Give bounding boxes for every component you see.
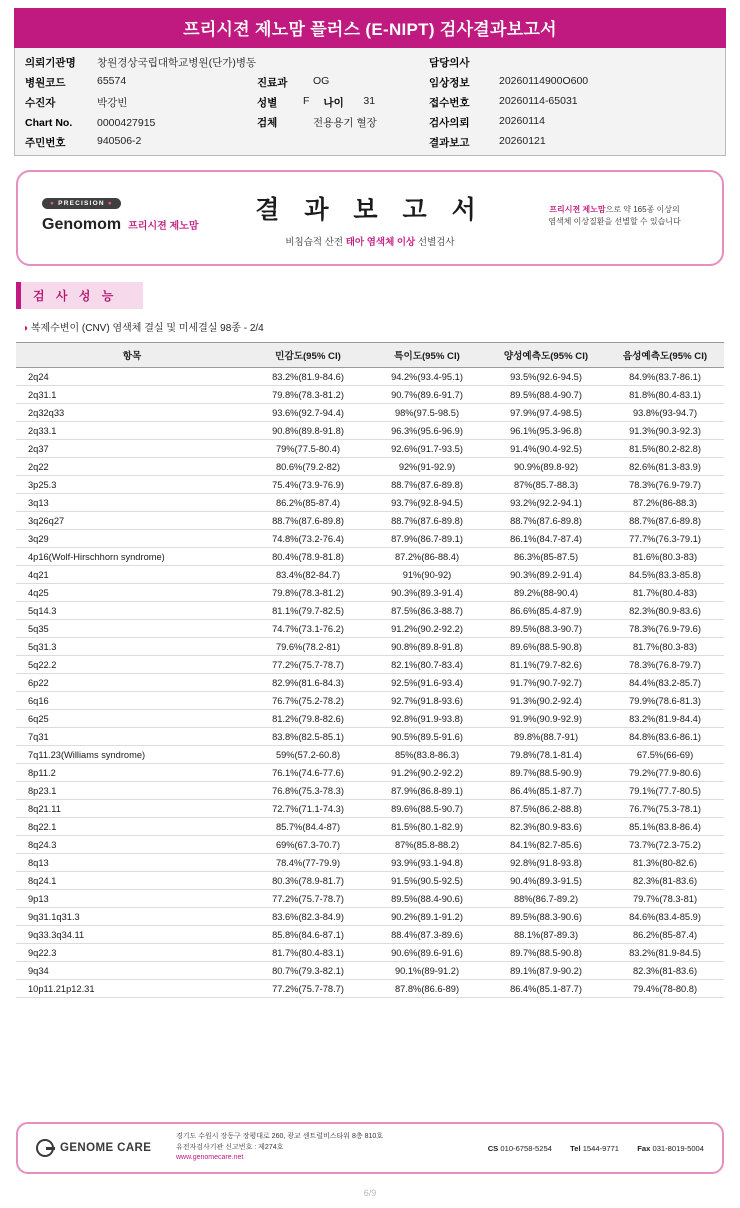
fax-value: 031-8019-5004 <box>652 1143 704 1153</box>
cell-value: 87.5%(86.3-88.7) <box>368 602 486 620</box>
cell-value: 87.2%(86-88.3) <box>606 494 724 512</box>
cell-value: 85%(83.8-86.3) <box>368 746 486 764</box>
cell-value: 88.7%(87.6-89.8) <box>368 512 486 530</box>
table-row <box>16 692 724 710</box>
address-line-2: 유전자검사기관 신고번호 : 제274호 <box>176 1143 284 1151</box>
table-row <box>16 980 724 998</box>
table-row <box>16 818 724 836</box>
cell-value: 67.5%(66-69) <box>606 746 724 764</box>
sex-value: F <box>303 95 310 107</box>
column-header-item: 항목 <box>16 343 248 368</box>
cell-value: 89.8%(88.7-91) <box>486 728 606 746</box>
cell-item: 2q32q33 <box>16 404 248 422</box>
cell-item: 6p22 <box>16 674 248 692</box>
cell-value: 76.1%(74.6-77.6) <box>248 764 368 782</box>
info-row <box>25 75 715 90</box>
institution-value: 창원경상국립대학교병원(단가)병동 <box>97 57 257 69</box>
cell-item: 8q24.3 <box>16 836 248 854</box>
cell-value: 86.2%(85-87.4) <box>248 494 368 512</box>
cell-value: 77.2%(75.7-78.7) <box>248 890 368 908</box>
cell-value: 79.2%(77.9-80.6) <box>606 764 724 782</box>
cell-value: 87.9%(86.7-89.1) <box>368 530 486 548</box>
fax-label: Fax <box>637 1143 651 1153</box>
cell-value: 79.8%(78.3-81.2) <box>248 386 368 404</box>
column-header-ppv: 양성예측도(95% CI) <box>486 343 606 368</box>
clinical-info-label: 임상정보 <box>429 77 470 89</box>
cell-item: 2q24 <box>16 368 248 386</box>
cell-value: 92.6%(91.7-93.5) <box>368 440 486 458</box>
request-date-value: 20260114 <box>499 115 545 127</box>
genome-care-mark-icon <box>36 1139 54 1157</box>
cell-value: 78.3%(76.8-79.7) <box>606 656 724 674</box>
table-row <box>16 872 724 890</box>
table-row <box>16 782 724 800</box>
cell-item: 10p11.21p12.31 <box>16 980 248 998</box>
table-row <box>16 710 724 728</box>
cs-label: CS <box>487 1143 499 1153</box>
cell-value: 83.2%(81.9-84.6) <box>248 368 368 386</box>
cell-item: 4p16(Wolf-Hirschhorn syndrome) <box>16 548 248 566</box>
cell-value: 77.2%(75.7-78.7) <box>248 980 368 998</box>
cell-value: 76.7%(75.3-78.1) <box>606 800 724 818</box>
cell-value: 69%(67.3-70.7) <box>248 836 368 854</box>
cell-item: 9q22.3 <box>16 944 248 962</box>
section-subtitle-row <box>22 319 740 334</box>
cell-value: 87.9%(86.8-89.1) <box>368 782 486 800</box>
cell-value: 84.6%(83.4-85.9) <box>606 908 724 926</box>
cell-item: 8p23.1 <box>16 782 248 800</box>
cell-item: 4q25 <box>16 584 248 602</box>
cell-value: 93.6%(92.7-94.4) <box>248 404 368 422</box>
cell-value: 96.1%(95.3-96.8) <box>486 422 606 440</box>
cell-value: 76.7%(75.2-78.2) <box>248 692 368 710</box>
cell-value: 92.8%(91.9-93.8) <box>368 710 486 728</box>
cell-value: 89.7%(88.5-90.9) <box>486 764 606 782</box>
section-title: 검 사 성 능 <box>16 282 143 309</box>
footer-contact <box>488 1144 704 1153</box>
cell-item: 6q25 <box>16 710 248 728</box>
cell-item: 5q31.3 <box>16 638 248 656</box>
table-row <box>16 728 724 746</box>
table-row <box>16 494 724 512</box>
cell-item: 2q33.1 <box>16 422 248 440</box>
cell-value: 91%(90-92) <box>368 566 486 584</box>
cell-value: 90.8%(89.8-91.8) <box>248 422 368 440</box>
cell-value: 85.1%(83.8-86.4) <box>606 818 724 836</box>
table-row <box>16 368 724 386</box>
cell-value: 84.1%(82.7-85.6) <box>486 836 606 854</box>
cell-item: 8q22.1 <box>16 818 248 836</box>
cell-item: 3p25.3 <box>16 476 248 494</box>
cell-item: 8q13 <box>16 854 248 872</box>
cell-value: 90.3%(89.3-91.4) <box>368 584 486 602</box>
brand-name-kr: 프리시젼 제노맘 <box>128 221 199 232</box>
cell-value: 78.3%(76.9-79.7) <box>606 476 724 494</box>
cell-value: 80.6%(79.2-82) <box>248 458 368 476</box>
cell-value: 72.7%(71.1-74.3) <box>248 800 368 818</box>
cell-value: 82.3%(80.9-83.6) <box>606 602 724 620</box>
cell-value: 89.6%(88.5-90.7) <box>368 800 486 818</box>
cell-value: 86.4%(85.1-87.7) <box>486 782 606 800</box>
cell-value: 87%(85.8-88.2) <box>368 836 486 854</box>
table-row <box>16 800 724 818</box>
website-link[interactable]: www.genomecare.net <box>176 1154 244 1162</box>
report-note <box>527 204 702 228</box>
cell-value: 90.6%(89.6-91.6) <box>368 944 486 962</box>
footer-panel <box>16 1122 724 1174</box>
report-banner <box>16 170 724 266</box>
cell-value: 81.5%(80.1-82.9) <box>368 818 486 836</box>
cell-value: 79.4%(78-80.8) <box>606 980 724 998</box>
cell-value: 81.1%(79.7-82.5) <box>248 602 368 620</box>
report-date-value: 20260121 <box>499 135 546 147</box>
cell-value: 86.3%(85-87.5) <box>486 548 606 566</box>
page-number: 6/9 <box>363 1188 377 1198</box>
cell-value: 81.7%(80.3-83) <box>606 638 724 656</box>
cell-value: 90.1%(89-91.2) <box>368 962 486 980</box>
cell-value: 93.2%(92.2-94.1) <box>486 494 606 512</box>
cell-value: 85.8%(84.6-87.1) <box>248 926 368 944</box>
table-row <box>16 656 724 674</box>
hospital-code-value: 65574 <box>97 75 127 87</box>
chart-value: 0000427915 <box>97 117 156 129</box>
cell-value: 92.5%(91.6-93.4) <box>368 674 486 692</box>
cell-value: 87.2%(86-88.4) <box>368 548 486 566</box>
patient-value: 박강빈 <box>97 97 128 109</box>
cell-item: 4q21 <box>16 566 248 584</box>
cell-value: 85.7%(84.4-87) <box>248 818 368 836</box>
cell-item: 5q35 <box>16 620 248 638</box>
info-row <box>25 115 715 130</box>
ssn-value: 940506-2 <box>97 135 142 147</box>
cell-value: 98%(97.5-98.5) <box>368 404 486 422</box>
cell-value: 89.5%(88.3-90.6) <box>486 908 606 926</box>
cell-value: 80.7%(79.3-82.1) <box>248 962 368 980</box>
table-row <box>16 620 724 638</box>
cell-value: 80.4%(78.9-81.8) <box>248 548 368 566</box>
info-row <box>25 55 715 70</box>
table-row <box>16 440 724 458</box>
cell-value: 89.6%(88.5-90.8) <box>486 638 606 656</box>
table-row <box>16 422 724 440</box>
column-header-sensitivity: 민감도(95% CI) <box>248 343 368 368</box>
cell-item: 7q31 <box>16 728 248 746</box>
table-row <box>16 764 724 782</box>
cell-value: 91.4%(90.4-92.5) <box>486 440 606 458</box>
report-note-line1-post: 으로 약 165종 이상의 <box>605 205 680 214</box>
cell-value: 88.7%(87.6-89.8) <box>368 476 486 494</box>
cell-value: 86.2%(85-87.4) <box>606 926 724 944</box>
specimen-value: 전용용기 혈장 <box>313 117 377 129</box>
report-date-label: 결과보고 <box>429 137 470 149</box>
patient-label: 수진자 <box>25 97 56 109</box>
cell-value: 90.9%(89.8-92) <box>486 458 606 476</box>
cell-value: 81.5%(80.2-82.8) <box>606 440 724 458</box>
cell-value: 94.2%(93.4-95.1) <box>368 368 486 386</box>
table-row <box>16 386 724 404</box>
cell-value: 82.3%(81-83.6) <box>606 872 724 890</box>
cell-item: 8p11.2 <box>16 764 248 782</box>
cell-value: 83.6%(82.3-84.9) <box>248 908 368 926</box>
cell-value: 91.9%(90.9-92.9) <box>486 710 606 728</box>
cell-value: 89.2%(88-90.4) <box>486 584 606 602</box>
cell-value: 81.2%(79.8-82.6) <box>248 710 368 728</box>
cell-value: 83.2%(81.9-84.4) <box>606 710 724 728</box>
cell-value: 88.7%(87.6-89.8) <box>486 512 606 530</box>
cell-value: 90.8%(89.8-91.8) <box>368 638 486 656</box>
cell-item: 8q24.1 <box>16 872 248 890</box>
cell-value: 84.5%(83.3-85.8) <box>606 566 724 584</box>
clinical-info-value: 20260114900O600 <box>499 75 589 87</box>
cell-item: 3q13 <box>16 494 248 512</box>
report-note-brand: 프리시젼 제노맘 <box>549 205 606 214</box>
column-header-specificity: 특이도(95% CI) <box>368 343 486 368</box>
table-row <box>16 836 724 854</box>
cell-value: 81.3%(80-82.6) <box>606 854 724 872</box>
cell-value: 91.2%(90.2-92.2) <box>368 620 486 638</box>
table-row <box>16 854 724 872</box>
cell-value: 90.2%(89.1-91.2) <box>368 908 486 926</box>
cell-value: 78.4%(77-79.9) <box>248 854 368 872</box>
cell-value: 88.7%(87.6-89.8) <box>606 512 724 530</box>
cell-value: 93.8%(93-94.7) <box>606 404 724 422</box>
precision-badge-label: PRECISION <box>58 200 105 207</box>
cell-value: 91.5%(90.5-92.5) <box>368 872 486 890</box>
cell-value: 89.7%(88.5-90.8) <box>486 944 606 962</box>
badge-dot-right-icon: ● <box>107 200 113 207</box>
cell-value: 86.6%(85.4-87.9) <box>486 602 606 620</box>
cell-item: 9p13 <box>16 890 248 908</box>
report-subtitle-pre: 비침습적 산전 <box>285 237 346 248</box>
cell-value: 83.8%(82.5-85.1) <box>248 728 368 746</box>
report-subtitle <box>18 234 722 248</box>
cell-item: 5q14.3 <box>16 602 248 620</box>
cell-value: 87.8%(86.6-89) <box>368 980 486 998</box>
genome-care-logo <box>36 1139 176 1157</box>
bullet-icon: ◑ <box>22 323 29 334</box>
request-date-label: 검사의뢰 <box>429 117 470 129</box>
hospital-code-label: 병원코드 <box>25 77 66 89</box>
patient-info-panel <box>14 48 726 156</box>
table-row <box>16 944 724 962</box>
cell-item: 8q21.11 <box>16 800 248 818</box>
doctor-label: 담당의사 <box>429 57 470 69</box>
cell-value: 96.3%(95.6-96.9) <box>368 422 486 440</box>
cell-item: 3q29 <box>16 530 248 548</box>
page-title: 프리시젼 제노맘 플러스 (E-NIPT) 검사결과보고서 <box>14 8 726 48</box>
table-row <box>16 674 724 692</box>
cell-value: 76.8%(75.3-78.3) <box>248 782 368 800</box>
cell-value: 86.4%(85.1-87.7) <box>486 980 606 998</box>
table-row <box>16 746 724 764</box>
cell-value: 91.7%(90.7-92.7) <box>486 674 606 692</box>
table-row <box>16 512 724 530</box>
ssn-label: 주민번호 <box>25 137 66 149</box>
cell-item: 2q31.1 <box>16 386 248 404</box>
cell-value: 73.7%(72.3-75.2) <box>606 836 724 854</box>
table-row <box>16 548 724 566</box>
cell-value: 89.5%(88.4-90.6) <box>368 890 486 908</box>
cell-value: 89.5%(88.3-90.7) <box>486 620 606 638</box>
table-row <box>16 530 724 548</box>
table-row <box>16 584 724 602</box>
cell-value: 77.7%(76.3-79.1) <box>606 530 724 548</box>
cell-value: 87%(85.7-88.3) <box>486 476 606 494</box>
cell-item: 2q22 <box>16 458 248 476</box>
cell-value: 93.9%(93.1-94.8) <box>368 854 486 872</box>
cell-value: 88.1%(87-89.3) <box>486 926 606 944</box>
cell-value: 77.2%(75.7-78.7) <box>248 656 368 674</box>
tel-label: Tel <box>570 1143 581 1153</box>
cell-value: 78.3%(76.9-79.6) <box>606 620 724 638</box>
cell-item: 7q11.23(Williams syndrome) <box>16 746 248 764</box>
cell-value: 82.6%(81.3-83.9) <box>606 458 724 476</box>
footer-address <box>176 1132 488 1165</box>
table-row <box>16 890 724 908</box>
cell-value: 84.4%(83.2-85.7) <box>606 674 724 692</box>
cell-value: 97.9%(97.4-98.5) <box>486 404 606 422</box>
cell-value: 90.7%(89.6-91.7) <box>368 386 486 404</box>
cell-value: 81.7%(80.4-83) <box>606 584 724 602</box>
table-row <box>16 404 724 422</box>
cell-value: 91.2%(90.2-92.2) <box>368 764 486 782</box>
report-note-line1 <box>527 204 702 216</box>
table-row <box>16 926 724 944</box>
cell-item: 9q33.3q34.11 <box>16 926 248 944</box>
report-subtitle-post: 선별검사 <box>415 237 455 248</box>
cell-value: 88.7%(87.6-89.8) <box>248 512 368 530</box>
table-row <box>16 908 724 926</box>
cell-value: 86.1%(84.7-87.4) <box>486 530 606 548</box>
table-row <box>16 566 724 584</box>
tel-value: 1544-9771 <box>582 1143 620 1153</box>
cell-value: 92%(91-92.9) <box>368 458 486 476</box>
sex-label: 성별 <box>257 97 278 109</box>
column-header-npv: 음성예측도(95% CI) <box>606 343 724 368</box>
cell-value: 81.1%(79.7-82.6) <box>486 656 606 674</box>
cell-value: 92.7%(91.8-93.6) <box>368 692 486 710</box>
dept-label: 진료과 <box>257 77 288 89</box>
age-label: 나이 <box>323 97 344 109</box>
cell-value: 79.7%(78.3-81) <box>606 890 724 908</box>
cell-value: 79.6%(78.2-81) <box>248 638 368 656</box>
cell-value: 80.3%(78.9-81.7) <box>248 872 368 890</box>
cell-value: 79.1%(77.7-80.5) <box>606 782 724 800</box>
cell-value: 82.3%(81-83.6) <box>606 962 724 980</box>
cell-value: 89.1%(87.9-90.2) <box>486 962 606 980</box>
cell-value: 87.5%(86.2-88.8) <box>486 800 606 818</box>
cell-value: 75.4%(73.9-76.9) <box>248 476 368 494</box>
genome-care-name: GENOME CARE <box>60 1142 152 1154</box>
table-row <box>16 476 724 494</box>
cell-value: 74.7%(73.1-76.2) <box>248 620 368 638</box>
cell-value: 90.3%(89.2-91.4) <box>486 566 606 584</box>
cell-item: 5q22.2 <box>16 656 248 674</box>
cell-value: 88.4%(87.3-89.6) <box>368 926 486 944</box>
cell-value: 92.8%(91.8-93.8) <box>486 854 606 872</box>
cell-value: 79.9%(78.6-81.3) <box>606 692 724 710</box>
cell-item: 3q26q27 <box>16 512 248 530</box>
cell-value: 79.8%(78.1-81.4) <box>486 746 606 764</box>
cell-value: 91.3%(90.3-92.3) <box>606 422 724 440</box>
cell-value: 84.9%(83.7-86.1) <box>606 368 724 386</box>
cell-value: 83.4%(82-84.7) <box>248 566 368 584</box>
cell-value: 74.8%(73.2-76.4) <box>248 530 368 548</box>
cell-value: 90.4%(89.3-91.5) <box>486 872 606 890</box>
table-row <box>16 962 724 980</box>
table-row <box>16 602 724 620</box>
info-row <box>25 135 715 150</box>
section-subtitle: 복제수변이 (CNV) 염색체 결실 및 미세결실 98종 - 2/4 <box>30 323 264 334</box>
report-subtitle-highlight: 태아 염색체 이상 <box>345 237 416 248</box>
info-row <box>25 95 715 110</box>
cell-item: 2q37 <box>16 440 248 458</box>
badge-dot-left-icon: ● <box>50 200 56 207</box>
brand-name-text: Genomom <box>42 216 122 233</box>
accession-value: 20260114-65031 <box>499 95 578 107</box>
cell-value: 82.1%(80.7-83.4) <box>368 656 486 674</box>
cell-value: 81.6%(80.3-83) <box>606 548 724 566</box>
cell-value: 93.5%(92.6-94.5) <box>486 368 606 386</box>
cell-value: 93.7%(92.8-94.5) <box>368 494 486 512</box>
cell-value: 82.3%(80.9-83.6) <box>486 818 606 836</box>
table-row <box>16 638 724 656</box>
table-header-row <box>16 343 724 368</box>
cell-value: 90.5%(89.5-91.6) <box>368 728 486 746</box>
cell-value: 83.2%(81.9-84.5) <box>606 944 724 962</box>
address-line-1: 경기도 수원시 장동구 장평대로 260, 광교 센트럴비스타워 8층 810호 <box>176 1132 384 1140</box>
cell-value: 79%(77.5-80.4) <box>248 440 368 458</box>
cell-item: 9q31.1q31.3 <box>16 908 248 926</box>
cell-item: 9q34 <box>16 962 248 980</box>
accession-label: 접수번호 <box>429 97 470 109</box>
specimen-label: 검체 <box>257 117 278 129</box>
table-row <box>16 458 724 476</box>
cell-value: 59%(57.2-60.8) <box>248 746 368 764</box>
chart-label: Chart No. <box>25 117 73 129</box>
cnv-performance-table <box>16 342 724 998</box>
cell-value: 89.5%(88.4-90.7) <box>486 386 606 404</box>
cell-value: 88%(86.7-89.2) <box>486 890 606 908</box>
age-value: 31 <box>363 95 376 107</box>
cell-item: 6q16 <box>16 692 248 710</box>
dept-value: OG <box>313 75 330 87</box>
cell-value: 81.7%(80.4-83.1) <box>248 944 368 962</box>
institution-label: 의뢰기관명 <box>25 57 76 69</box>
cell-value: 81.8%(80.4-83.1) <box>606 386 724 404</box>
report-note-line2: 염색체 이상질환을 선별할 수 있습니다 <box>548 217 681 226</box>
cell-value: 79.8%(78.3-81.2) <box>248 584 368 602</box>
cs-value: 010-6758-5254 <box>500 1143 552 1153</box>
cell-value: 82.9%(81.6-84.3) <box>248 674 368 692</box>
report-title: 결 과 보 고 서 <box>255 196 485 224</box>
cell-value: 91.3%(90.2-92.4) <box>486 692 606 710</box>
cell-value: 84.8%(83.6-86.1) <box>606 728 724 746</box>
